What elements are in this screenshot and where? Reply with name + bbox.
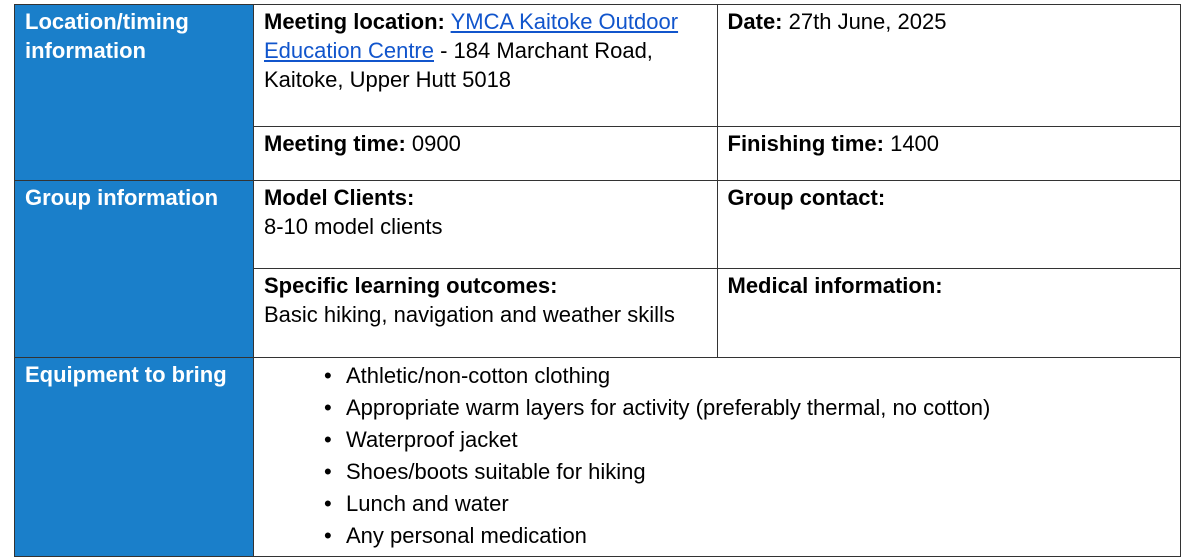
equipment-item-text: Shoes/boots suitable for hiking [346, 459, 646, 484]
model-clients-value: 8-10 model clients [264, 214, 443, 239]
group-information-heading: Group information [15, 181, 254, 358]
learning-outcomes-value: Basic hiking, navigation and weather skills [264, 302, 675, 327]
date-cell [717, 5, 1181, 127]
meeting-time-cell [254, 127, 718, 181]
finishing-time-cell [717, 127, 1181, 181]
group-contact-label: Group contact: [727, 185, 886, 210]
equipment-item [324, 360, 1170, 392]
equipment-item [324, 520, 1170, 552]
bullet-icon: • [324, 491, 332, 516]
group-row-1 [15, 181, 1181, 269]
meeting-location-separator: - 184 [434, 38, 491, 63]
finishing-time-value: 1400 [890, 131, 940, 156]
equipment-item [324, 424, 1170, 456]
bullet-icon: • [324, 427, 332, 452]
meeting-location-label: Meeting location: [264, 9, 445, 34]
model-clients-label: Model Clients: [264, 185, 415, 210]
equipment-item-text: Athletic/non-cotton clothing [346, 363, 611, 388]
location-timing-heading: Location/timing information [15, 5, 254, 181]
bullet-icon: • [324, 459, 332, 484]
meeting-time-value: 0900 [411, 131, 461, 156]
date-value: 27th June, 2025 [788, 9, 947, 34]
meeting-location-link[interactable]: YMCA Kaitoke Outdoor Education Centre [264, 9, 679, 63]
equipment-row [15, 358, 1181, 557]
equipment-heading: Equipment to bring [15, 358, 254, 557]
location-row-1 [15, 5, 1181, 127]
finishing-time-label: Finishing time: [727, 131, 884, 156]
meeting-location-address: Marchant Road, Kaitoke, Upper Hutt 5018 [264, 38, 653, 92]
bullet-icon: • [324, 363, 332, 388]
equipment-item-text: Any personal medication [346, 523, 587, 548]
equipment-item [324, 456, 1170, 488]
equipment-item [324, 392, 1170, 424]
learning-outcomes-label: Specific learning outcomes: [264, 273, 558, 298]
equipment-list-cell [254, 358, 1181, 557]
learning-outcomes-cell [254, 269, 718, 358]
equipment-item-text: Waterproof jacket [346, 427, 518, 452]
equipment-item-text: Lunch and water [346, 491, 509, 516]
bullet-icon: • [324, 523, 332, 548]
medical-information-cell [717, 269, 1181, 358]
meeting-time-label: Meeting time: [264, 131, 406, 156]
medical-information-label: Medical information: [727, 273, 943, 298]
group-contact-cell [717, 181, 1181, 269]
trip-info-table [14, 4, 1181, 557]
equipment-list [264, 360, 1170, 552]
meeting-location-cell [254, 5, 718, 127]
equipment-item-text: Appropriate warm layers for activity (preferably thermal, no cotton) [346, 395, 991, 420]
equipment-item [324, 488, 1170, 520]
date-label: Date: [727, 9, 783, 34]
model-clients-cell [254, 181, 718, 269]
bullet-icon: • [324, 395, 332, 420]
